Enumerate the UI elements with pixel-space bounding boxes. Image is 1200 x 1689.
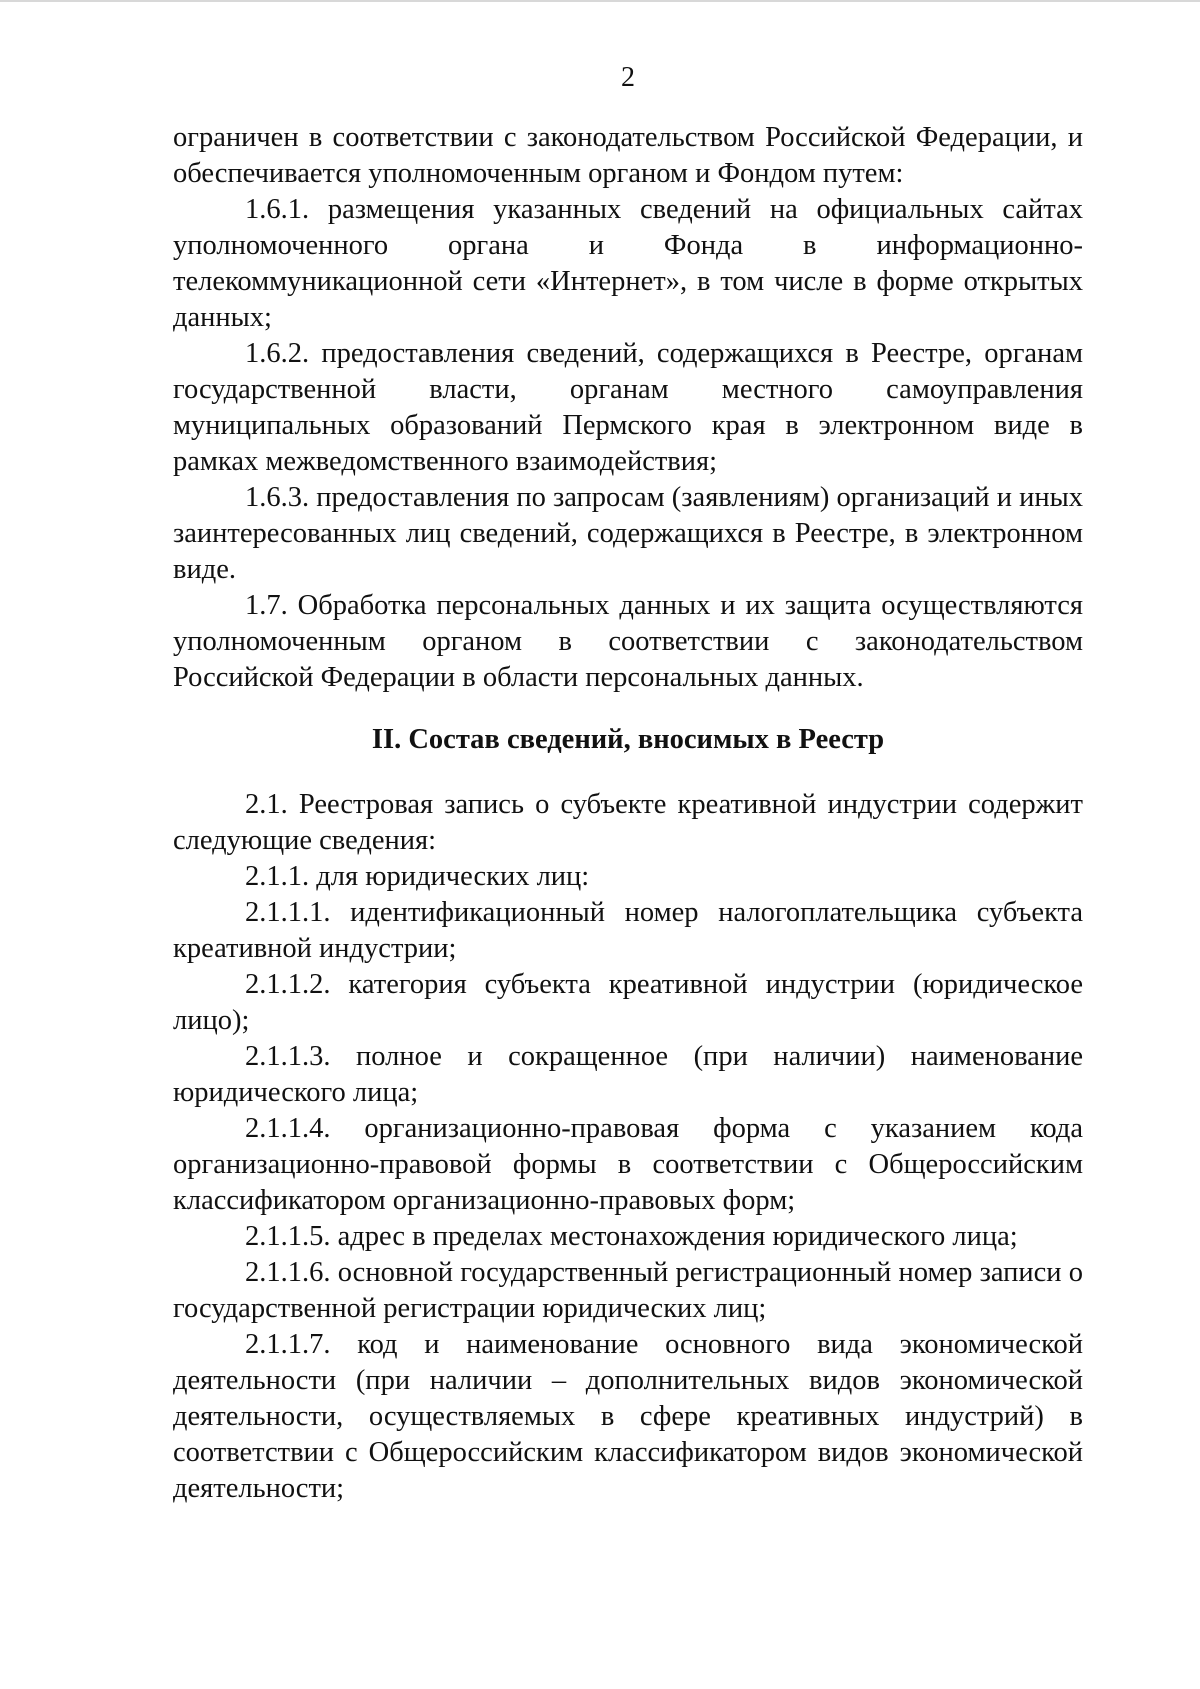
paragraph-2-1-1-4: 2.1.1.4. организационно-правовая форма с указанием кода организационно-правовой формы в соответствии с Общероссийским классификатором организационно-правовых форм; bbox=[173, 1113, 1083, 1216]
paragraph-1-6-2: 1.6.2. предоставления сведений, содержащихся в Реестре, органам государственной власти, органам местного самоуправления муниципальных образований Пермского края в электронном виде в рамках межведомственного взаимодействия; bbox=[173, 338, 1083, 477]
paragraph-2-1-1-5: 2.1.1.5. адрес в пределах местонахождения юридического лица; bbox=[245, 1221, 1018, 1252]
page-number: 2 bbox=[621, 62, 635, 93]
paragraph-2-1-1-1: 2.1.1.1. идентификационный номер налогоплательщика субъекта креативной индустрии; bbox=[173, 897, 1083, 964]
document-body bbox=[173, 120, 1083, 1507]
paragraph-2-1: 2.1. Реестровая запись о субъекте креативной индустрии содержит следующие сведения: bbox=[173, 789, 1083, 856]
paragraph-2-1-1-7: 2.1.1.7. код и наименование основного вида экономической деятельности (при наличии – дополнительных видов экономической деятельности, осуществляемых в сфере креативных индустрий) в соответствии с Общероссийским классификатором видов экономической деятельности; bbox=[173, 1329, 1083, 1504]
paragraph-1-7: 1.7. Обработка персональных данных и их защита осуществляются уполномоченным органом в соответствии с законодательством Российской Федерации в области персональных данных. bbox=[173, 590, 1083, 693]
paragraph-2-1-1: 2.1.1. для юридических лиц: bbox=[245, 861, 590, 892]
paragraph-2-1-1-6: 2.1.1.6. основной государственный регистрационный номер записи о государственной регистрации юридических лиц; bbox=[173, 1257, 1083, 1324]
paragraph-2-1-1-2: 2.1.1.2. категория субъекта креативной индустрии (юридическое лицо); bbox=[173, 969, 1083, 1036]
paragraph-1-6-3: 1.6.3. предоставления по запросам (заявлениям) организаций и иных заинтересованных лиц сведений, содержащихся в Реестре, в электронном виде. bbox=[173, 482, 1083, 585]
scan-edge bbox=[0, 0, 1200, 2]
paragraph-2-1-1-3: 2.1.1.3. полное и сокращенное (при наличии) наименование юридического лица; bbox=[173, 1041, 1083, 1108]
paragraph-1-6-1: 1.6.1. размещения указанных сведений на официальных сайтах уполномоченного органа и Фонда в информационно-телекоммуникационной сети «Интернет», в том числе в форме открытых данных; bbox=[173, 194, 1083, 333]
paragraph-continuation: ограничен в соответствии с законодательством Российской Федерации, и обеспечивается уполномоченным органом и Фондом путем: bbox=[173, 122, 1083, 189]
section-heading: II. Состав сведений, вносимых в Реестр bbox=[371, 724, 885, 755]
